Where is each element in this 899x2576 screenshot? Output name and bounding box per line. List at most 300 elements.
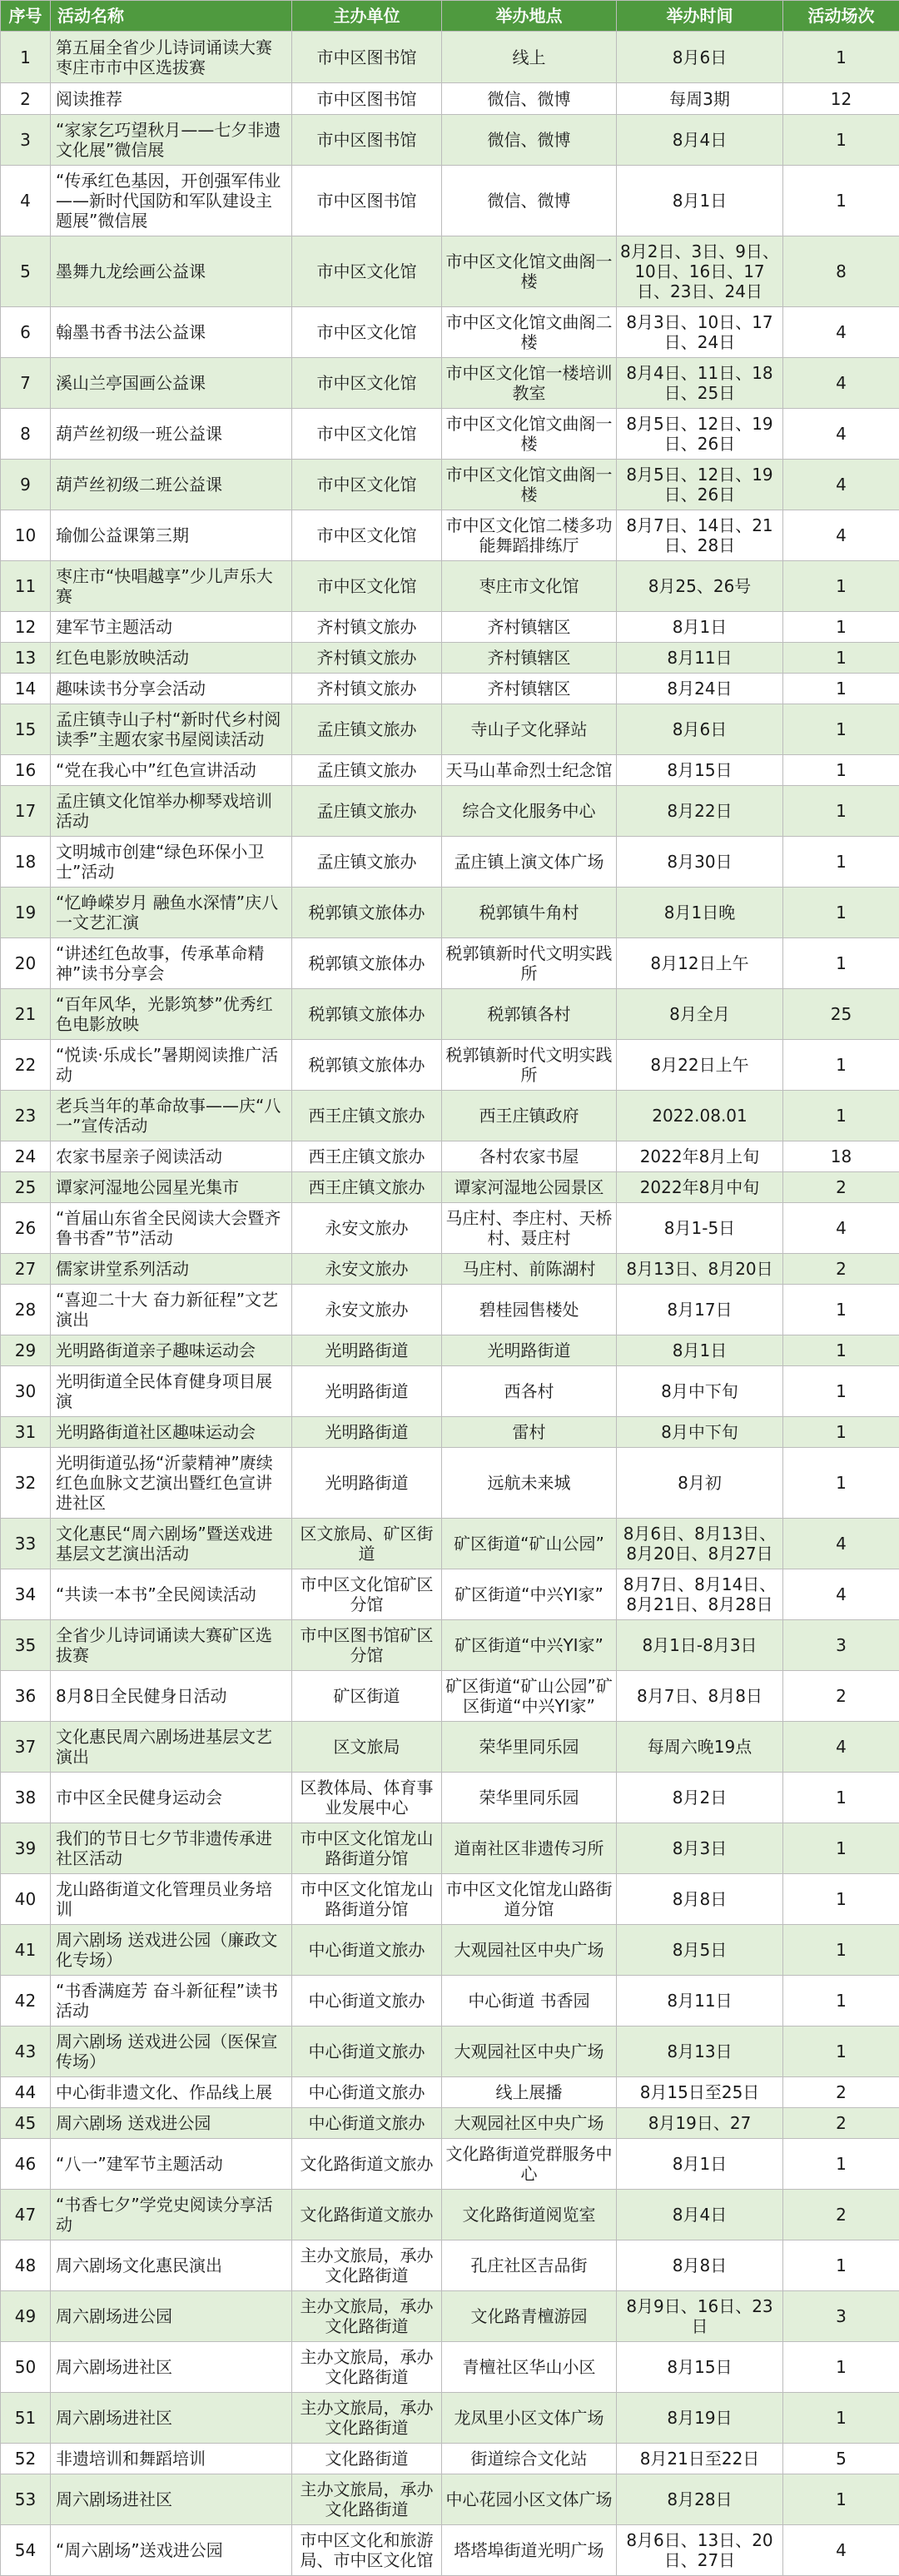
cell-name: 全省少儿诗词诵读大赛矿区选拔赛 [51, 1620, 292, 1671]
table-row [1, 1773, 899, 1823]
cell-org: 文化路街道 [292, 2444, 442, 2474]
cell-org: 市中区图书馆 [292, 166, 442, 236]
cell-no: 26 [1, 1203, 51, 1254]
cell-no: 41 [1, 1925, 51, 1976]
cell-place: 大观园社区中央广场 [442, 2026, 617, 2077]
cell-name: 孟庄镇文化馆举办柳琴戏培训活动 [51, 786, 292, 837]
cell-count: 2 [783, 1172, 899, 1203]
cell-name: 墨舞九龙绘画公益课 [51, 236, 292, 307]
table-row [1, 2190, 899, 2240]
cell-org: 矿区街道 [292, 1671, 442, 1722]
header-no: 序号 [1, 1, 51, 32]
cell-count: 1 [783, 166, 899, 236]
cell-org: 区文旅局、矿区街道 [292, 1519, 442, 1569]
cell-place: 微信、微博 [442, 115, 617, 166]
cell-org: 中心街道文旅办 [292, 2026, 442, 2077]
cell-time: 8月22日上午 [617, 1040, 783, 1091]
table-header [1, 1, 899, 32]
table-row [1, 561, 899, 612]
cell-no: 38 [1, 1773, 51, 1823]
cell-org: 税郭镇文旅体办 [292, 938, 442, 989]
cell-org: 永安文旅办 [292, 1254, 442, 1285]
cell-name: “传承红色基因，开创强军伟业——新时代国防和军队建设主题展”微信展 [51, 166, 292, 236]
cell-name: 周六剧场 送戏进公园（廉政文化专场） [51, 1925, 292, 1976]
cell-org: 市中区图书馆 [292, 32, 442, 83]
cell-count: 4 [783, 510, 899, 561]
cell-count: 1 [783, 1925, 899, 1976]
cell-name: “首届山东省全民阅读大会暨齐鲁书香”节”活动 [51, 1203, 292, 1254]
cell-name: “书香满庭芳 奋斗新征程”读书活动 [51, 1976, 292, 2026]
cell-name: 葫芦丝初级一班公益课 [51, 409, 292, 460]
cell-no: 13 [1, 643, 51, 674]
cell-time: 8月5日 [617, 1925, 783, 1976]
cell-name: “忆峥嵘岁月 融鱼水深情”庆八一文艺汇演 [51, 888, 292, 938]
cell-name: 红色电影放映活动 [51, 643, 292, 674]
table-row [1, 1285, 899, 1335]
cell-org: 主办文旅局，承办文化路街道 [292, 2393, 442, 2444]
cell-time: 8月1日晚 [617, 888, 783, 938]
table-row [1, 32, 899, 83]
cell-time: 8月4日 [617, 115, 783, 166]
cell-time: 8月24日 [617, 674, 783, 704]
cell-place: 税郭镇新时代文明实践所 [442, 938, 617, 989]
cell-no: 52 [1, 2444, 51, 2474]
cell-count: 1 [783, 1285, 899, 1335]
cell-org: 市中区图书馆矿区分馆 [292, 1620, 442, 1671]
cell-name: 非遗培训和舞蹈培训 [51, 2444, 292, 2474]
cell-no: 49 [1, 2291, 51, 2342]
cell-org: 孟庄镇文旅办 [292, 755, 442, 786]
cell-org: 税郭镇文旅体办 [292, 989, 442, 1040]
cell-name: 我们的节日七夕节非遗传承进社区活动 [51, 1823, 292, 1874]
cell-org: 税郭镇文旅体办 [292, 1040, 442, 1091]
cell-no: 22 [1, 1040, 51, 1091]
cell-place: 线上展播 [442, 2077, 617, 2108]
cell-name: “百年风华，光影筑梦”优秀红色电影放映 [51, 989, 292, 1040]
cell-place: 谭家河湿地公园景区 [442, 1172, 617, 1203]
cell-org: 市中区文化馆龙山路街道分馆 [292, 1874, 442, 1925]
cell-name: 趣味读书分享会活动 [51, 674, 292, 704]
table-row [1, 409, 899, 460]
cell-time: 8月6日、13日、20日、27日 [617, 2525, 783, 2576]
cell-count: 1 [783, 1448, 899, 1519]
cell-no: 34 [1, 1569, 51, 1620]
cell-name: “周六剧场”送戏进公园 [51, 2525, 292, 2576]
cell-no: 4 [1, 166, 51, 236]
cell-place: 青檀社区华山小区 [442, 2342, 617, 2393]
cell-no: 31 [1, 1417, 51, 1448]
cell-name: 周六剧场 送戏进公园（医保宣传场） [51, 2026, 292, 2077]
cell-org: 西王庄镇文旅办 [292, 1141, 442, 1172]
table-row [1, 643, 899, 674]
cell-time: 8月3日 [617, 1823, 783, 1874]
cell-count: 2 [783, 2190, 899, 2240]
cell-org: 永安文旅办 [292, 1285, 442, 1335]
table-row [1, 1671, 899, 1722]
cell-place: 各村农家书屋 [442, 1141, 617, 1172]
table-row [1, 2291, 899, 2342]
cell-place: 市中区文化馆文曲阁二楼 [442, 307, 617, 358]
cell-no: 27 [1, 1254, 51, 1285]
cell-name: 文明城市创建“绿色环保小卫士”活动 [51, 837, 292, 888]
cell-count: 2 [783, 2077, 899, 2108]
cell-name: 中心街非遗文化、作品线上展 [51, 2077, 292, 2108]
cell-no: 32 [1, 1448, 51, 1519]
cell-name: 瑜伽公益课第三期 [51, 510, 292, 561]
cell-no: 28 [1, 1285, 51, 1335]
cell-place: 孔庄社区吉品街 [442, 2240, 617, 2291]
cell-place: 道南社区非遗传习所 [442, 1823, 617, 1874]
cell-place: 文化路街道党群服务中心 [442, 2139, 617, 2190]
cell-place: 市中区文化馆一楼培训教室 [442, 358, 617, 409]
cell-count: 1 [783, 2026, 899, 2077]
table-row [1, 460, 899, 510]
cell-time: 8月6日 [617, 704, 783, 755]
header-org: 主办单位 [292, 1, 442, 32]
cell-name: 龙山路街道文化管理员业务培训 [51, 1874, 292, 1925]
table-row [1, 1448, 899, 1519]
cell-time: 8月3日、10日、17日、24日 [617, 307, 783, 358]
table-row [1, 2077, 899, 2108]
cell-count: 1 [783, 643, 899, 674]
cell-time: 8月21日至22日 [617, 2444, 783, 2474]
cell-org: 永安文旅办 [292, 1203, 442, 1254]
table-row [1, 307, 899, 358]
cell-name: 周六剧场进公园 [51, 2291, 292, 2342]
cell-time: 8月13日 [617, 2026, 783, 2077]
cell-place: 文化路街道阅览室 [442, 2190, 617, 2240]
cell-time: 2022.08.01 [617, 1091, 783, 1141]
cell-no: 1 [1, 32, 51, 83]
cell-no: 25 [1, 1172, 51, 1203]
cell-place: 市中区文化馆二楼多功能舞蹈排练厅 [442, 510, 617, 561]
table-row [1, 1172, 899, 1203]
cell-count: 1 [783, 837, 899, 888]
cell-name: 建军节主题活动 [51, 612, 292, 643]
cell-count: 18 [783, 1141, 899, 1172]
cell-time: 8月15日 [617, 2342, 783, 2393]
cell-name: “书香七夕”学党史阅读分享活动 [51, 2190, 292, 2240]
table-row [1, 1366, 899, 1417]
cell-time: 8月19日、27 [617, 2108, 783, 2139]
table-row [1, 786, 899, 837]
cell-place: 中心花园小区文体广场 [442, 2474, 617, 2525]
cell-place: 马庄村、李庄村、天桥村、聂庄村 [442, 1203, 617, 1254]
cell-count: 1 [783, 1874, 899, 1925]
table-row [1, 938, 899, 989]
cell-count: 12 [783, 83, 899, 115]
cell-count: 2 [783, 2108, 899, 2139]
cell-time: 8月初 [617, 1448, 783, 1519]
cell-place: 天马山革命烈士纪念馆 [442, 755, 617, 786]
table-row [1, 674, 899, 704]
cell-time: 8月4日 [617, 2190, 783, 2240]
cell-place: 矿区街道“矿山公园” [442, 1519, 617, 1569]
cell-name: 枣庄市“快唱越享”少儿声乐大赛 [51, 561, 292, 612]
cell-count: 4 [783, 1203, 899, 1254]
cell-org: 市中区图书馆 [292, 83, 442, 115]
cell-count: 4 [783, 1519, 899, 1569]
cell-count: 2 [783, 1254, 899, 1285]
cell-time: 8月11日 [617, 1976, 783, 2026]
cell-time: 8月1日 [617, 2139, 783, 2190]
cell-org: 孟庄镇文旅办 [292, 837, 442, 888]
cell-org: 市中区文化馆矿区分馆 [292, 1569, 442, 1620]
cell-org: 中心街道文旅办 [292, 1925, 442, 1976]
cell-no: 23 [1, 1091, 51, 1141]
table-row [1, 2240, 899, 2291]
cell-count: 1 [783, 704, 899, 755]
cell-place: 碧桂园售楼处 [442, 1285, 617, 1335]
cell-count: 1 [783, 2393, 899, 2444]
cell-org: 主办文旅局，承办文化路街道 [292, 2342, 442, 2393]
cell-no: 36 [1, 1671, 51, 1722]
cell-no: 54 [1, 2525, 51, 2576]
cell-time: 8月19日 [617, 2393, 783, 2444]
cell-name: 老兵当年的革命故事——庆“八一”宣传活动 [51, 1091, 292, 1141]
header-name: 活动名称 [51, 1, 292, 32]
cell-no: 39 [1, 1823, 51, 1874]
cell-name: 阅读推荐 [51, 83, 292, 115]
cell-org: 主办文旅局，承办文化路街道 [292, 2240, 442, 2291]
cell-name: 文化惠民“周六剧场”暨送戏进基层文艺演出活动 [51, 1519, 292, 1569]
cell-name: “八一”建军节主题活动 [51, 2139, 292, 2190]
table-row [1, 1141, 899, 1172]
header-time: 举办时间 [617, 1, 783, 32]
cell-no: 50 [1, 2342, 51, 2393]
cell-name: 儒家讲堂系列活动 [51, 1254, 292, 1285]
cell-name: 8月8日全民健身日活动 [51, 1671, 292, 1722]
table-row [1, 612, 899, 643]
table-row [1, 358, 899, 409]
cell-place: 矿区街道“矿山公园”矿区街道“中兴YI家” [442, 1671, 617, 1722]
table-row [1, 704, 899, 755]
cell-org: 中心街道文旅办 [292, 2108, 442, 2139]
cell-place: 马庄村、前陈湖村 [442, 1254, 617, 1285]
cell-count: 8 [783, 236, 899, 307]
cell-no: 42 [1, 1976, 51, 2026]
cell-org: 市中区文化和旅游局、市中区文化馆 [292, 2525, 442, 2576]
table-row [1, 1722, 899, 1773]
cell-time: 8月1日-8月3日 [617, 1620, 783, 1671]
cell-time: 每周3期 [617, 83, 783, 115]
cell-place: 齐村镇辖区 [442, 674, 617, 704]
cell-name: 光明街道全民体育健身项目展演 [51, 1366, 292, 1417]
table-row [1, 1203, 899, 1254]
cell-place: 市中区文化馆文曲阁一楼 [442, 409, 617, 460]
header-row [1, 1, 899, 32]
cell-name: 文化惠民周六剧场进基层文艺演出 [51, 1722, 292, 1773]
cell-no: 2 [1, 83, 51, 115]
cell-time: 8月17日 [617, 1285, 783, 1335]
cell-org: 西王庄镇文旅办 [292, 1091, 442, 1141]
cell-name: 农家书屋亲子阅读活动 [51, 1141, 292, 1172]
cell-org: 市中区文化馆龙山路街道分馆 [292, 1823, 442, 1874]
cell-count: 1 [783, 561, 899, 612]
cell-name: 周六剧场进社区 [51, 2393, 292, 2444]
table-row [1, 755, 899, 786]
cell-name: 周六剧场进社区 [51, 2474, 292, 2525]
cell-count: 1 [783, 1417, 899, 1448]
cell-count: 1 [783, 755, 899, 786]
cell-name: 葫芦丝初级二班公益课 [51, 460, 292, 510]
cell-no: 19 [1, 888, 51, 938]
cell-no: 20 [1, 938, 51, 989]
cell-count: 4 [783, 1722, 899, 1773]
cell-place: 税郭镇牛角村 [442, 888, 617, 938]
cell-time: 8月2日、3日、9日、10日、16日、17日、23日、24日 [617, 236, 783, 307]
cell-count: 3 [783, 2291, 899, 2342]
table-row [1, 1925, 899, 1976]
cell-count: 1 [783, 938, 899, 989]
cell-no: 21 [1, 989, 51, 1040]
cell-place: 大观园社区中央广场 [442, 1925, 617, 1976]
cell-no: 7 [1, 358, 51, 409]
table-row [1, 2139, 899, 2190]
cell-count: 4 [783, 2525, 899, 2576]
cell-org: 主办文旅局，承办文化路街道 [292, 2474, 442, 2525]
cell-name: 溪山兰亭国画公益课 [51, 358, 292, 409]
cell-time: 2022年8月中旬 [617, 1172, 783, 1203]
table-row [1, 83, 899, 115]
cell-time: 8月8日 [617, 2240, 783, 2291]
cell-count: 25 [783, 989, 899, 1040]
cell-no: 3 [1, 115, 51, 166]
table-row [1, 115, 899, 166]
cell-org: 市中区文化馆 [292, 307, 442, 358]
cell-place: 微信、微博 [442, 83, 617, 115]
cell-place: 大观园社区中央广场 [442, 2108, 617, 2139]
cell-count: 1 [783, 2342, 899, 2393]
cell-no: 8 [1, 409, 51, 460]
cell-count: 1 [783, 115, 899, 166]
cell-time: 8月6日、8月13日、8月20日、8月27日 [617, 1519, 783, 1569]
cell-name: “讲述红色故事，传承革命精神”读书分享会 [51, 938, 292, 989]
cell-time: 8月5日、12日、19日、26日 [617, 409, 783, 460]
cell-time: 8月4日、11日、18日、25日 [617, 358, 783, 409]
cell-place: 孟庄镇上演文体广场 [442, 837, 617, 888]
cell-count: 2 [783, 1671, 899, 1722]
cell-count: 5 [783, 2444, 899, 2474]
cell-place: 塔塔埠街道光明广场 [442, 2525, 617, 2576]
cell-name: “悦读·乐成长”暑期阅读推广活动 [51, 1040, 292, 1091]
cell-count: 4 [783, 307, 899, 358]
table-row [1, 2474, 899, 2525]
cell-place: 线上 [442, 32, 617, 83]
cell-org: 市中区文化馆 [292, 236, 442, 307]
cell-count: 1 [783, 2240, 899, 2291]
cell-time: 8月11日 [617, 643, 783, 674]
cell-count: 1 [783, 1823, 899, 1874]
cell-place: 寺山子文化驿站 [442, 704, 617, 755]
cell-no: 16 [1, 755, 51, 786]
table-row [1, 1254, 899, 1285]
cell-place: 雷村 [442, 1417, 617, 1448]
table-row [1, 236, 899, 307]
cell-time: 8月中下旬 [617, 1417, 783, 1448]
cell-count: 1 [783, 1091, 899, 1141]
table-row [1, 1620, 899, 1671]
cell-place: 税郭镇新时代文明实践所 [442, 1040, 617, 1091]
cell-org: 市中区文化馆 [292, 358, 442, 409]
table-row [1, 1091, 899, 1141]
cell-no: 18 [1, 837, 51, 888]
cell-org: 中心街道文旅办 [292, 2077, 442, 2108]
table-row [1, 1569, 899, 1620]
cell-place: 微信、微博 [442, 166, 617, 236]
cell-no: 33 [1, 1519, 51, 1569]
cell-name: 周六剧场 送戏进公园 [51, 2108, 292, 2139]
cell-count: 1 [783, 674, 899, 704]
cell-time: 8月25、26号 [617, 561, 783, 612]
cell-time: 8月8日 [617, 1874, 783, 1925]
cell-org: 文化路街道文旅办 [292, 2139, 442, 2190]
table-row [1, 510, 899, 561]
cell-org: 孟庄镇文旅办 [292, 704, 442, 755]
cell-count: 1 [783, 1976, 899, 2026]
table-row [1, 1417, 899, 1448]
cell-name: 市中区全民健身运动会 [51, 1773, 292, 1823]
header-count: 活动场次 [783, 1, 899, 32]
cell-count: 1 [783, 1366, 899, 1417]
cell-no: 45 [1, 2108, 51, 2139]
cell-org: 文化路街道文旅办 [292, 2190, 442, 2240]
cell-place: 龙凤里小区文体广场 [442, 2393, 617, 2444]
cell-name: “党在我心中”红色宣讲活动 [51, 755, 292, 786]
cell-count: 4 [783, 1569, 899, 1620]
cell-no: 9 [1, 460, 51, 510]
cell-count: 1 [783, 2139, 899, 2190]
cell-time: 8月全月 [617, 989, 783, 1040]
cell-place: 西王庄镇政府 [442, 1091, 617, 1141]
header-place: 举办地点 [442, 1, 617, 32]
cell-place: 荣华里同乐园 [442, 1722, 617, 1773]
cell-no: 44 [1, 2077, 51, 2108]
cell-time: 8月15日 [617, 755, 783, 786]
cell-no: 6 [1, 307, 51, 358]
table-body [1, 32, 899, 2576]
cell-place: 文化路青檀游园 [442, 2291, 617, 2342]
cell-place: 市中区文化馆文曲阁一楼 [442, 236, 617, 307]
cell-place: 荣华里同乐园 [442, 1773, 617, 1823]
cell-no: 43 [1, 2026, 51, 2077]
cell-place: 综合文化服务中心 [442, 786, 617, 837]
cell-org: 光明路街道 [292, 1366, 442, 1417]
cell-name: 光明路街道亲子趣味运动会 [51, 1335, 292, 1366]
cell-no: 46 [1, 2139, 51, 2190]
cell-place: 中心街道 书香园 [442, 1976, 617, 2026]
cell-no: 10 [1, 510, 51, 561]
cell-time: 8月12日上午 [617, 938, 783, 989]
cell-no: 29 [1, 1335, 51, 1366]
cell-time: 8月6日 [617, 32, 783, 83]
table-row [1, 166, 899, 236]
cell-time: 8月5日、12日、19日、26日 [617, 460, 783, 510]
cell-org: 齐村镇文旅办 [292, 643, 442, 674]
cell-place: 税郭镇各村 [442, 989, 617, 1040]
cell-name: 周六剧场进社区 [51, 2342, 292, 2393]
table-row [1, 2393, 899, 2444]
cell-no: 5 [1, 236, 51, 307]
cell-place: 远航未来城 [442, 1448, 617, 1519]
cell-org: 税郭镇文旅体办 [292, 888, 442, 938]
cell-time: 8月15日至25日 [617, 2077, 783, 2108]
table-row [1, 2525, 899, 2576]
cell-place: 光明路街道 [442, 1335, 617, 1366]
cell-org: 西王庄镇文旅办 [292, 1172, 442, 1203]
cell-no: 30 [1, 1366, 51, 1417]
table-row [1, 1519, 899, 1569]
